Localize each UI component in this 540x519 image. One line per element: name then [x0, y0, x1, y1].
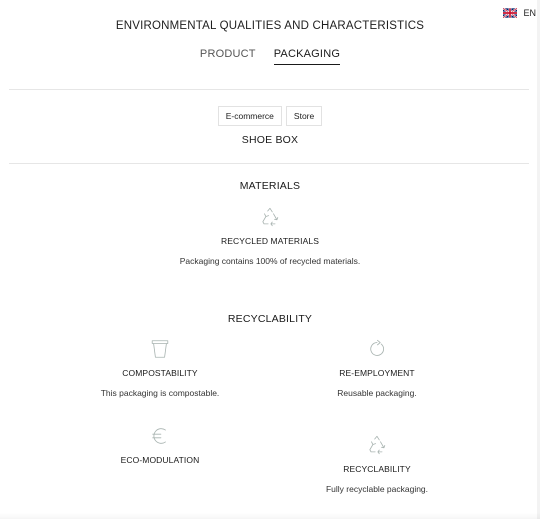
page-title: ENVIRONMENTAL QUALITIES AND CHARACTERISTICS: [115, 20, 425, 32]
euro-icon: [149, 425, 171, 447]
feature-title: COMPOSTABILITY: [122, 368, 198, 378]
feature-recyclability: [257, 434, 497, 494]
compost-bin-icon: [149, 338, 171, 360]
feature-title: RE-EMPLOYMENT: [339, 368, 415, 378]
chip-store[interactable]: Store: [286, 106, 322, 126]
recycle-icon: [366, 434, 388, 456]
tab-product[interactable]: PRODUCT: [199, 48, 256, 60]
feature-description: Packaging contains 100% of recycled materials.: [179, 256, 361, 266]
language-code: EN: [523, 8, 536, 18]
main-tabs: [0, 48, 540, 65]
feature-title: ECO-MODULATION: [120, 455, 200, 465]
feature-description: Fully recyclable packaging.: [325, 484, 429, 494]
channel-tabs: [0, 106, 540, 126]
feature-title: RECYCLED MATERIALS: [221, 236, 319, 246]
feature-description: Reusable packaging.: [337, 388, 417, 398]
divider: [9, 89, 529, 90]
feature-title: RECYCLABILITY: [343, 464, 411, 474]
feature-compostability: [40, 338, 280, 398]
uk-flag-icon: [503, 8, 517, 18]
tab-packaging[interactable]: PACKAGING: [274, 48, 340, 65]
feature-recycled-materials: [150, 206, 390, 266]
product-name: SHOE BOX: [241, 134, 299, 146]
recycle-icon: [259, 206, 281, 228]
section-title-recyclability: RECYCLABILITY: [227, 313, 313, 325]
reuse-arrow-icon: [366, 338, 388, 360]
feature-description: This packaging is compostable.: [100, 388, 220, 398]
language-selector[interactable]: [503, 8, 536, 18]
bottom-fade: [0, 513, 540, 519]
divider: [9, 163, 529, 164]
feature-re-employment: [257, 338, 497, 398]
section-title-materials: MATERIALS: [239, 180, 301, 192]
chip-ecommerce[interactable]: E-commerce: [218, 106, 282, 126]
feature-eco-modulation: [40, 425, 280, 465]
